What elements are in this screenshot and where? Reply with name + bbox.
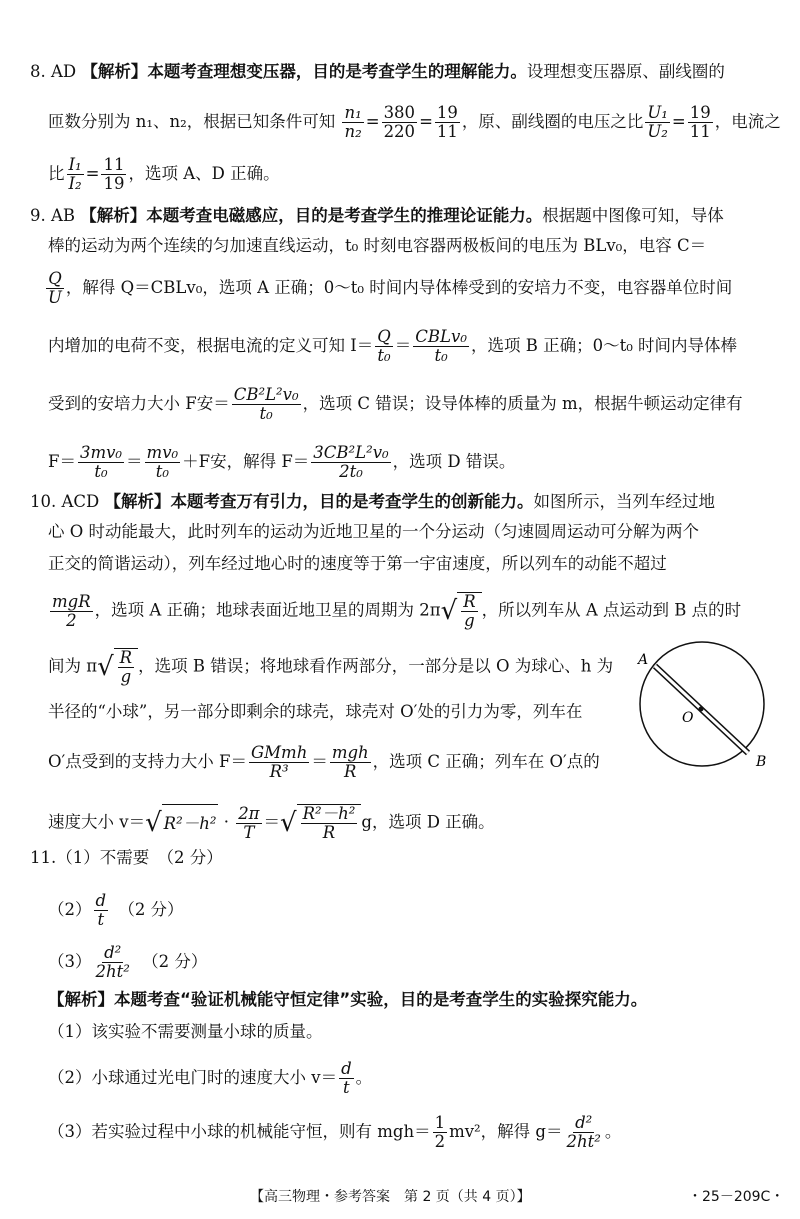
dot: · xyxy=(223,812,229,832)
q10-line-1 xyxy=(30,490,715,514)
q11-frac-d-t2 xyxy=(339,1060,354,1097)
label-b: B xyxy=(756,754,767,770)
q11-a3 xyxy=(48,1114,621,1151)
q11-line-3 xyxy=(48,944,207,981)
q11-text: （3） xyxy=(48,952,92,971)
q11-analysis xyxy=(48,988,647,1012)
frac-den: U₂ xyxy=(647,122,668,141)
q10-line-5 xyxy=(48,648,613,686)
q11-a2 xyxy=(48,1060,372,1097)
q10-frac-mgR xyxy=(50,593,93,630)
q9-text: ，选项 D 错误。 xyxy=(392,452,516,471)
q10-line-7: O′点受到的支持力大小 F＝ $\frac{\text{GMmh}}{\text{R³}}$ ＝ $\frac{\text{mgh}}{R}$ ，选项 C 正确；列车在 O′点的 xyxy=(48,743,600,781)
q9-line-4: 内增加的电荷不变，根据电流的定义可知 I＝ $\frac{Q}{\text{t₀}}$ ＝ $\frac{\text{CBLv₀}}{\text{t₀}}$ ，选项 B 正确；0～t₀ 时间内导体棒 xyxy=(48,327,738,365)
q9-line-3 xyxy=(44,270,732,307)
frac-den: 2ht² xyxy=(95,962,130,981)
q11-frac-d-t xyxy=(94,892,109,929)
q8-text: 设理想变压器原、副线圈的 xyxy=(526,62,725,81)
q9-frac-q-t0 xyxy=(375,328,393,365)
frac-num: I₁ xyxy=(68,155,82,174)
frac-num: 2π xyxy=(238,803,260,823)
q10-frac-gmmh xyxy=(249,744,309,781)
q11-text: mv²，解得 g＝ xyxy=(449,1122,563,1141)
q10-analysis-tag: 【解析】 xyxy=(104,492,171,511)
q8-lead: 本题考查理想变压器，目的是考查学生的理解能力。 xyxy=(147,62,527,81)
eq: = xyxy=(671,112,686,131)
q11-text: （1）该实验不需要测量小球的质量。 xyxy=(48,1022,323,1041)
frac-den: t₀ xyxy=(259,404,273,423)
q10-text: g，选项 D 正确。 xyxy=(361,812,495,832)
q11-analysis-tag: 【解析】 xyxy=(48,990,114,1009)
q11-text: （3）若实验过程中小球的机械能守恒，则有 mgh＝ xyxy=(48,1122,431,1141)
frac-num: mgR xyxy=(52,591,91,611)
radicand: R²－h² xyxy=(162,804,219,842)
q11-line-1 xyxy=(30,846,223,870)
q8-frac-n xyxy=(342,104,363,141)
q9-text: ，选项 C 错误；设导体棒的质量为 m，根据牛顿运动定律有 xyxy=(302,394,743,413)
frac-den: R³ xyxy=(269,762,289,781)
q8-frac-11 xyxy=(101,156,126,193)
frac-num: d² xyxy=(575,1113,593,1132)
q11-line-2 xyxy=(48,892,184,929)
q10-frac-2pi-T xyxy=(236,805,261,842)
frac-num: R xyxy=(463,592,476,611)
q11-frac-half xyxy=(433,1114,448,1151)
q10-text: 正交的简谐运动），列车经过地心时的速度等于第一宇宙速度，所以列车的动能不超过 xyxy=(48,554,667,573)
q9-line-5 xyxy=(48,386,743,423)
frac-den: I₂ xyxy=(68,174,82,193)
frac-num: U₁ xyxy=(647,103,668,122)
q11-text: （2 分） xyxy=(126,900,184,919)
q11-a1 xyxy=(48,1020,323,1044)
q8-line-2 xyxy=(48,104,781,141)
q10-sqrt-final: √ $\frac{\text{R²－h²}}{R}$ xyxy=(280,804,361,842)
frac-den: t xyxy=(343,1078,350,1097)
q10-line-4 xyxy=(48,592,741,630)
q9-frac-ampere xyxy=(232,386,301,423)
q10-text: O′点受到的支持力大小 F＝ xyxy=(48,752,247,771)
q8-line-1 xyxy=(30,60,725,84)
page-code: ・25－209C・ xyxy=(688,1189,785,1205)
frac-den: 2 xyxy=(434,1132,446,1151)
frac-num: mgh xyxy=(331,743,369,762)
q9-line-2 xyxy=(48,234,706,258)
q9-frac-3mv0 xyxy=(78,444,124,481)
frac-den: t₀ xyxy=(155,462,169,481)
frac-num: d xyxy=(341,1059,352,1078)
q9-frac-qu xyxy=(46,270,64,307)
frac-den: 11 xyxy=(436,122,458,141)
q8-number: 8. AD xyxy=(30,62,77,81)
q9-text: F＝ xyxy=(48,452,76,471)
frac-den: 220 xyxy=(383,122,416,141)
q9-text: 受到的安培力大小 F安＝ xyxy=(48,394,230,413)
q9-text: 内增加的电荷不变，根据电流的定义可知 I＝ xyxy=(48,336,374,355)
q10-line-3 xyxy=(48,552,667,576)
frac-den: 2ht² xyxy=(566,1132,601,1151)
q9-text: 棒的运动为两个连续的匀加速直线运动，t₀ 时刻电容器两极板间的电压为 BLv₀，电容 C＝ xyxy=(48,236,707,255)
q11-text: 。 xyxy=(604,1122,622,1141)
frac xyxy=(301,805,358,842)
q9-text: 根据题中图像可知，导体 xyxy=(542,206,724,225)
q9-text: ，解得 Q＝CBLv₀，选项 A 正确；0～t₀ 时间内导体棒受到的安培力不变，电容器单位时间 xyxy=(65,278,733,297)
frac-num: 11 xyxy=(103,155,125,174)
q9-text: ＋F安，解得 F＝ xyxy=(182,452,310,471)
eq: = xyxy=(365,112,380,131)
frac-num: Q xyxy=(377,327,391,346)
q10-text: ，选项 B 错误；将地球看作两部分，一部分是以 O 为球心、h 为 xyxy=(138,656,614,676)
q9-line-1 xyxy=(30,204,724,228)
q10-sqrt-rg2: √ $\frac{R}{g}$ xyxy=(97,648,138,686)
q10-frac-mgh xyxy=(330,744,371,781)
q11-lead: 本题考查“验证机械能守恒定律”实验，目的是考查学生的实验探究能力。 xyxy=(114,990,648,1009)
q10-text: ，选项 C 正确；列车在 O′点的 xyxy=(372,752,600,771)
q9-frac-3cb xyxy=(311,444,390,481)
q11-text: （1）不需要 （2 分） xyxy=(56,848,223,867)
frac-num: mv₀ xyxy=(146,443,179,462)
frac-den: 19 xyxy=(103,174,125,193)
center-dot xyxy=(699,707,704,712)
frac-den: U xyxy=(48,288,62,307)
frac-den: 11 xyxy=(689,122,711,141)
q11-text: （2 分） xyxy=(150,952,208,971)
q10-text: ，所以列车从 A 点运动到 B 点的时 xyxy=(481,600,742,620)
label-o: O xyxy=(682,710,694,726)
q8-frac-19 xyxy=(435,104,460,141)
q10-text: 如图所示，当列车经过地 xyxy=(533,492,716,511)
q10-sqrt-rg: √ $\frac{R}{g}$ xyxy=(441,592,482,630)
q8-text: ，原、副线圈的电压之比 xyxy=(461,112,644,131)
frac-num: 3mv₀ xyxy=(79,443,123,462)
q11-frac-d2 xyxy=(94,944,132,981)
q10-text: 间为 π xyxy=(48,656,98,676)
q9-line-6: F＝ $\frac{\text{3mv₀}}{\text{t₀}}$ ＝ $\frac{\text{mv₀}}{\text{t₀}}$ ＋F安，解得 F＝ $\frac{\text{3CB²L²v₀}}{\text{2t₀}}$ ，选项 D 错误。 xyxy=(48,443,516,481)
q10-lead: 本题考查万有引力，目的是考查学生的创新能力。 xyxy=(170,492,534,511)
frac-den: n₂ xyxy=(344,122,362,141)
frac-num: GMmh xyxy=(250,743,308,762)
frac-den: t₀ xyxy=(94,462,108,481)
q8-frac-i xyxy=(67,156,84,193)
page-footer: 【高三物理・参考答案 第 2 页（共 4 页）】 xyxy=(250,1189,531,1205)
q10-line-2 xyxy=(48,520,699,544)
frac-num: d xyxy=(95,891,107,910)
q9-number: 9. AB xyxy=(30,206,76,225)
q8-analysis-tag: 【解析】 xyxy=(81,62,148,81)
frac-num: CB²L²v₀ xyxy=(233,385,299,404)
q9-frac-mv0 xyxy=(145,444,181,481)
q8-line-3 xyxy=(48,156,280,193)
frac-num: Q xyxy=(48,269,62,288)
frac-num: 19 xyxy=(689,103,711,122)
frac-num: 3CB²L²v₀ xyxy=(313,443,389,462)
q11-text: 。 xyxy=(355,1068,373,1087)
frac-den: R xyxy=(322,823,336,842)
frac-num: 19 xyxy=(436,103,458,122)
frac-den: t xyxy=(97,910,105,929)
q9-frac-cblv0 xyxy=(413,328,469,365)
q9-lead: 本题考查电磁感应，目的是考查学生的推理论证能力。 xyxy=(146,206,543,225)
frac-den: 2 xyxy=(66,610,77,630)
frac-den: T xyxy=(243,822,255,842)
eq: = xyxy=(85,164,100,183)
label-a: A xyxy=(638,652,649,668)
frac-num: 380 xyxy=(383,103,416,122)
q8-frac-19b xyxy=(688,104,713,141)
frac-den: t₀ xyxy=(377,346,391,365)
frac-den: t₀ xyxy=(434,346,448,365)
q10-text: ，选项 A 正确；地球表面近地卫星的周期为 2π xyxy=(94,600,441,620)
q11-number: 11. xyxy=(30,848,57,867)
q10-text: 半径的“小球”，另一部分即剩余的球壳，球壳对 O′处的引力为零，列车在 xyxy=(48,702,583,721)
frac-num: n₁ xyxy=(344,103,362,122)
frac-num: R xyxy=(119,648,133,667)
q10-earth-figure xyxy=(630,636,780,772)
frac-num: R²－h² xyxy=(302,804,356,823)
q8-text: ，选项 A、D 正确。 xyxy=(128,164,280,183)
q10-text: 速度大小 v＝ xyxy=(48,812,146,832)
q11-text: （2）小球通过光电门时的速度大小 v＝ xyxy=(48,1068,338,1087)
q11-text: （2） xyxy=(48,900,92,919)
frac-num: 1 xyxy=(434,1113,446,1132)
q8-text: 匝数分别为 n₁、n₂，根据已知条件可知 xyxy=(48,112,336,131)
frac-den: g xyxy=(464,611,475,630)
frac-den: 2t₀ xyxy=(339,462,363,481)
q10-text: 心 O 时动能最大，此时列车的运动为近地卫星的一个分运动（匀速圆周运动可分解为两个 xyxy=(48,522,700,541)
q11-frac-g xyxy=(564,1114,602,1151)
frac-num: CBLv₀ xyxy=(415,327,467,346)
q10-sqrt-r2h2: √ R²－h² xyxy=(145,804,218,842)
eq: = xyxy=(419,112,433,131)
frac xyxy=(461,593,477,630)
q9-text: ，选项 B 正确；0～t₀ 时间内导体棒 xyxy=(470,336,738,355)
q8-frac-u xyxy=(645,104,670,141)
q8-frac-380 xyxy=(382,104,418,141)
q10-number: 10. ACD xyxy=(30,492,100,511)
frac-num: d² xyxy=(104,943,122,962)
q8-text: 比 xyxy=(48,164,65,183)
q10-line-8: 速度大小 v＝ √ R²－h² · $\frac{2\pi}{T}$ ＝ √ $\frac{\text{R²－h²}}{R}$ g，选项 D 正确。 xyxy=(48,803,495,842)
frac xyxy=(118,649,134,686)
frac-den: R xyxy=(344,762,357,781)
q10-line-6 xyxy=(48,700,582,724)
q8-text: ，电流之 xyxy=(714,112,781,131)
q9-analysis-tag: 【解析】 xyxy=(80,206,147,225)
frac-den: g xyxy=(120,667,132,686)
